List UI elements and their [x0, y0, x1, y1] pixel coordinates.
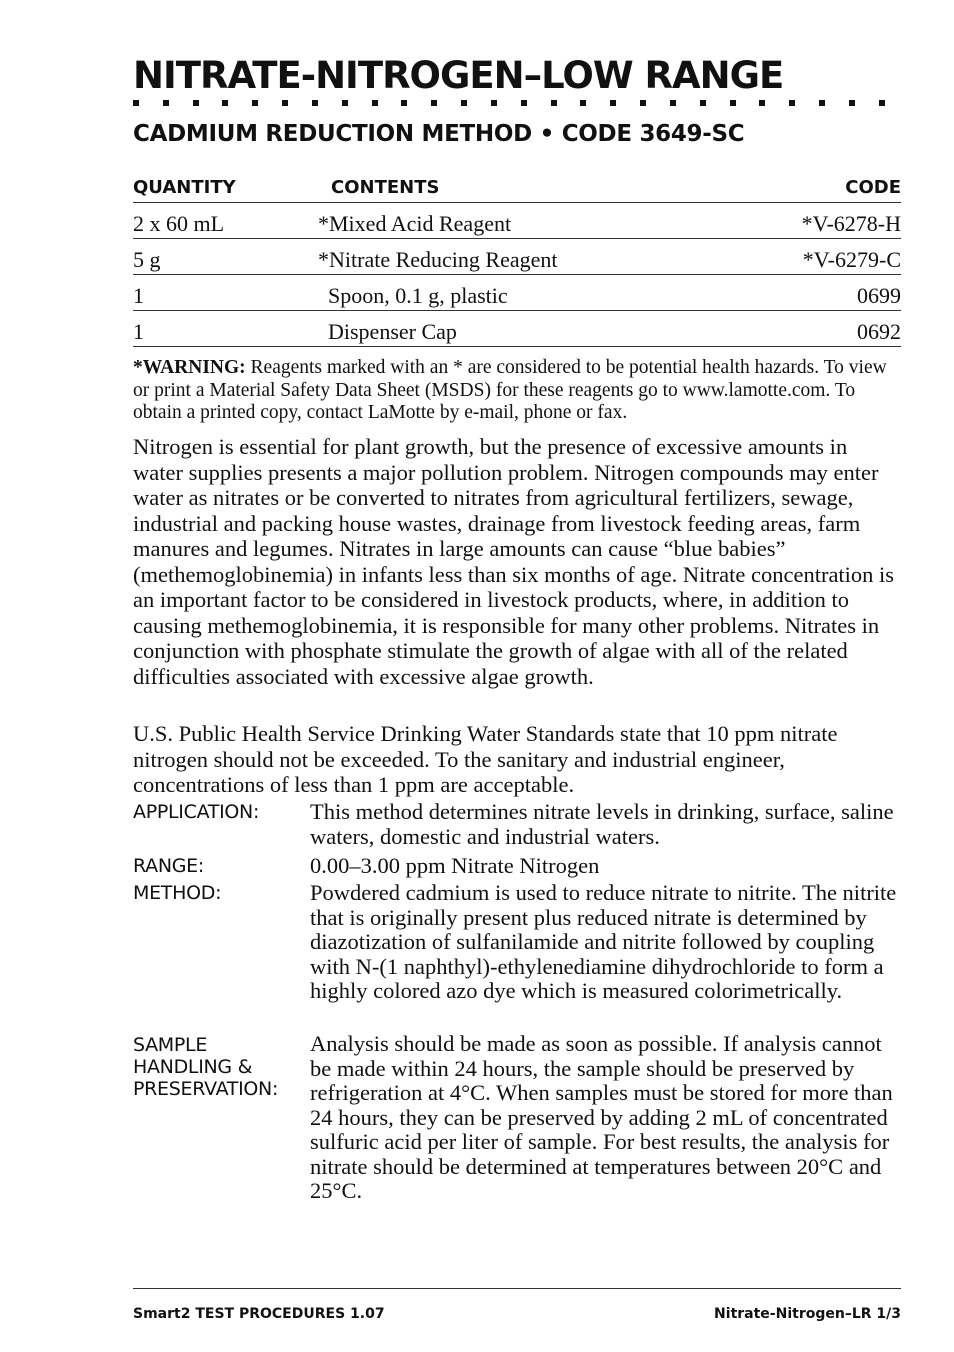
table-row [133, 239, 901, 275]
sample-term-line: SAMPLE [133, 1034, 208, 1056]
rule-dot [879, 100, 885, 106]
sample-term-line: HANDLING & [133, 1056, 253, 1078]
application-text: This method determines nitrate levels in drinking, surface, saline waters, domestic and industrial waters. [310, 799, 894, 849]
footer-right: Nitrate-Nitrogen–LR 1/3 [714, 1306, 901, 1322]
rule-dot [372, 100, 378, 106]
rule-dot [521, 100, 527, 106]
row-contents: *Mixed Acid Reagent [318, 211, 512, 236]
row-contents: Dispenser Cap [328, 319, 457, 344]
row-code: 0699 [857, 283, 901, 308]
rule-dot [163, 100, 169, 106]
table-header [133, 172, 901, 203]
contents-table [133, 172, 901, 347]
rule-dot [700, 100, 706, 106]
sample-term-line: PRESERVATION: [133, 1078, 279, 1100]
header-code: CODE [845, 177, 901, 198]
page-title: NITRATE-NITROGEN–LOW RANGE [133, 54, 784, 97]
range-term: RANGE: [133, 855, 204, 877]
row-quantity: 2 x 60 mL [133, 211, 225, 236]
row-quantity: 1 [133, 283, 144, 308]
dotted-rule [133, 100, 885, 106]
rule-dot [342, 100, 348, 106]
warning-label: *WARNING: [133, 357, 246, 378]
sample-handling-term [133, 1034, 278, 1100]
standards-paragraph: U.S. Public Health Service Drinking Water Standards state that 10 ppm nitrate nitrogen should not be exceeded. To the sanitary and industrial engineer, concentrations of less than 1 ppm are acceptable. [133, 721, 838, 797]
rule-dot [222, 100, 228, 106]
row-quantity: 1 [133, 319, 144, 344]
warning-text: Reagents marked with an * are considered to be potential health hazards. To view or print a Material Safety Data Sheet (MSDS) for these reagents go to www.lamotte.com. To obtain a printed copy, contact LaMotte by e-mail, phone or fax. [133, 357, 887, 423]
rule-dot [580, 100, 586, 106]
rule-dot [252, 100, 258, 106]
row-code: *V-6279-C [802, 247, 901, 272]
row-code: 0692 [857, 319, 901, 344]
rule-dot [551, 100, 557, 106]
row-code: *V-6278-H [801, 211, 901, 236]
table-row [133, 275, 901, 311]
intro-paragraph: Nitrogen is essential for plant growth, but the presence of excessive amounts in water supplies presents a major pollution problem. Nitrogen compounds may enter water as nitrates or be converted to nitrates from agricultural fertilizers, sewage, industrial and packing house wastes, drainage from livestock feeding areas, farm manures and legumes. Nitrates in large amounts can cause “blue babies” (methemoglobinemia) in infants less than six months of age. Nitrate concentration is an important factor to be considered in livestock products, where, in addition to causing methemoglobinemia, it is responsible for many other problems. Nitrates in conjunction with phosphate stimulate the growth of algae with all of the related difficulties associated with excessive algae growth. [133, 434, 895, 689]
rule-dot [670, 100, 676, 106]
sample-handling-text: Analysis should be made as soon as possible. If analysis cannot be made within 24 hours, the sample should be preserved by refrigeration at 4°C. When samples must be stored for more than 24 hours, they can be preserved by adding 2 mL of concentrated sulfuric acid per liter of sample. For best results, the analysis for nitrate should be determined at temperatures between 20°C and 25°C. [310, 1031, 893, 1203]
rule-dot [282, 100, 288, 106]
rule-dot [730, 100, 736, 106]
row-contents: *Nitrate Reducing Reagent [318, 247, 558, 272]
header-contents: CONTENTS [331, 177, 440, 198]
application-term: APPLICATION: [133, 801, 260, 823]
rule-dot [312, 100, 318, 106]
table-row [133, 311, 901, 347]
rule-dot [640, 100, 646, 106]
rule-dot [789, 100, 795, 106]
rule-dot [133, 100, 139, 106]
rule-dot [461, 100, 467, 106]
rule-dot [431, 100, 437, 106]
method-term: METHOD: [133, 882, 222, 904]
rule-dot [610, 100, 616, 106]
row-quantity: 5 g [133, 247, 161, 272]
table-row [133, 203, 901, 239]
rule-dot [401, 100, 407, 106]
rule-dot [849, 100, 855, 106]
page-subtitle: CADMIUM REDUCTION METHOD • CODE 3649-SC [133, 121, 745, 147]
row-contents: Spoon, 0.1 g, plastic [328, 283, 508, 308]
rule-dot [819, 100, 825, 106]
warning-note [133, 357, 901, 425]
range-text: 0.00–3.00 ppm Nitrate Nitrogen [310, 853, 600, 878]
footer-divider [133, 1288, 901, 1289]
rule-dot [491, 100, 497, 106]
rule-dot [759, 100, 765, 106]
header-quantity: QUANTITY [133, 177, 236, 198]
method-text: Powdered cadmium is used to reduce nitrate to nitrite. The nitrite that is originally present plus reduced nitrate is determined by diazotization of sulfanilamide and nitrite followed by coupling with N-(1 naphthyl)-ethylenediamine dihydrochloride to form a highly colored azo dye which is measured colorimetrically. [310, 880, 897, 1003]
footer-left: Smart2 TEST PROCEDURES 1.07 [133, 1306, 385, 1322]
rule-dot [193, 100, 199, 106]
